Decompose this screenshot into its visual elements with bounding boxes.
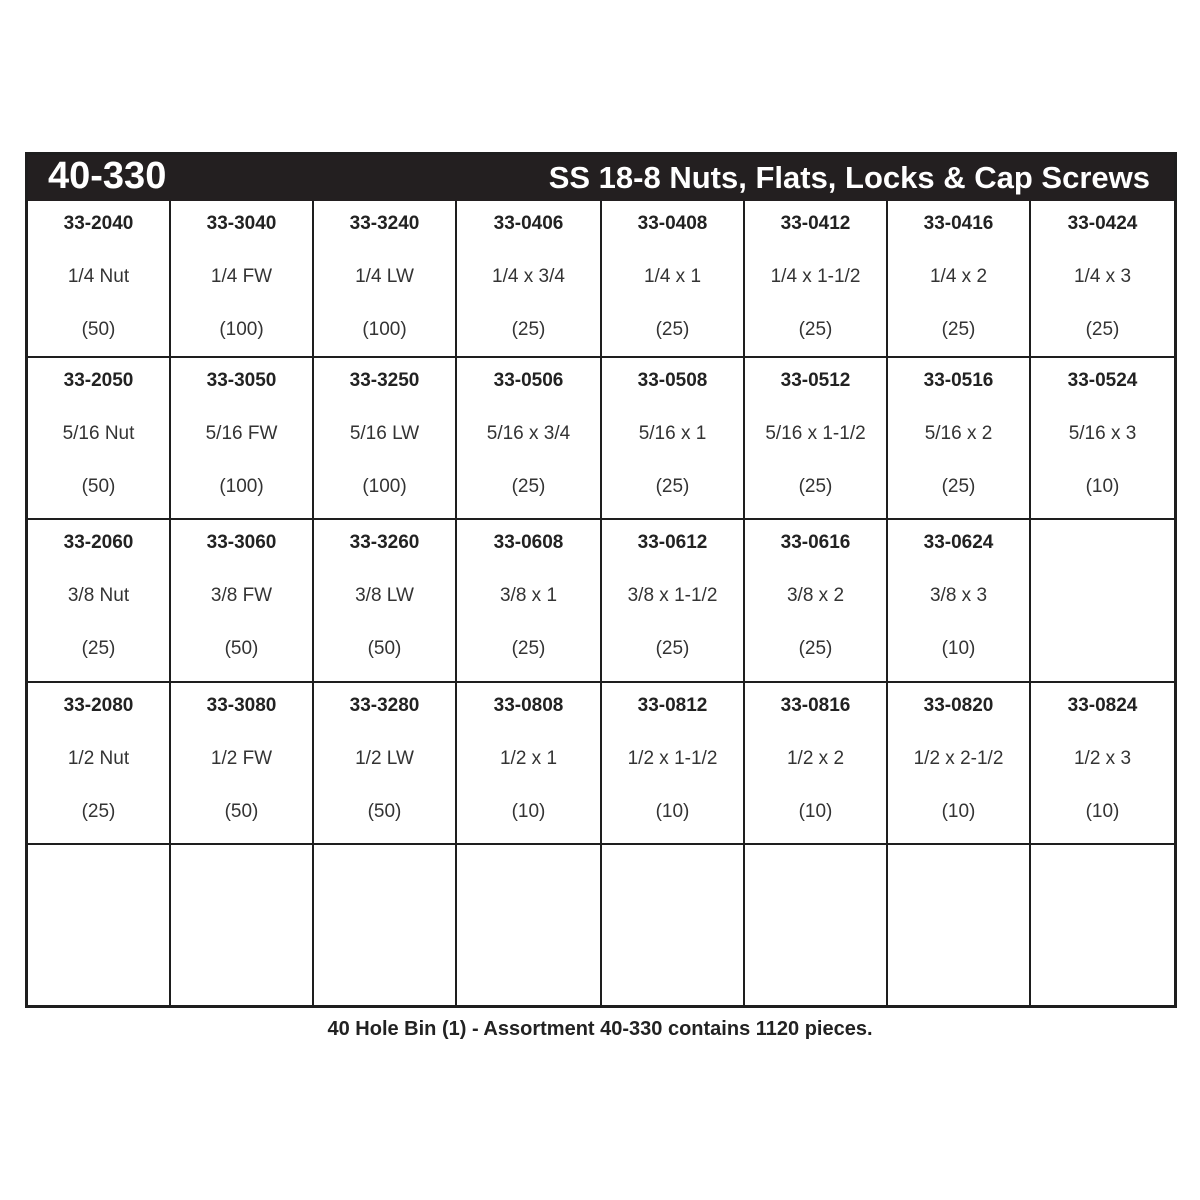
part-description: 5/16 x 3/4 xyxy=(486,423,571,444)
part-description: 1/2 FW xyxy=(210,748,273,769)
part-description: 1/4 x 3/4 xyxy=(492,266,565,287)
part-description: 5/16 FW xyxy=(205,423,278,444)
part-quantity: (25) xyxy=(655,319,690,340)
part-quantity: (25) xyxy=(511,319,546,340)
bin-cell-empty xyxy=(171,845,314,1005)
part-quantity: (25) xyxy=(798,319,833,340)
bin-grid xyxy=(28,201,1174,1005)
part-number: 33-0416 xyxy=(923,213,994,234)
part-description: 5/16 Nut xyxy=(62,423,135,444)
part-number: 33-0412 xyxy=(780,213,851,234)
part-number: 33-2080 xyxy=(63,695,134,716)
bin-cell xyxy=(602,358,745,520)
bin-cell-empty xyxy=(314,845,457,1005)
part-quantity: (10) xyxy=(511,801,546,822)
part-number: 33-0812 xyxy=(637,695,708,716)
bin-cell xyxy=(745,520,888,683)
part-number: 33-2040 xyxy=(63,213,134,234)
part-description: 1/4 x 3 xyxy=(1073,266,1132,287)
part-quantity: (25) xyxy=(655,638,690,659)
part-description: 5/16 x 1-1/2 xyxy=(765,423,866,444)
part-quantity: (10) xyxy=(798,801,833,822)
bin-cell xyxy=(457,520,602,683)
part-description: 1/4 LW xyxy=(355,266,414,287)
part-description: 3/8 x 2 xyxy=(786,585,845,606)
part-quantity: (25) xyxy=(798,638,833,659)
bin-cell xyxy=(28,520,171,683)
header-bar xyxy=(28,155,1174,201)
part-quantity: (25) xyxy=(81,638,116,659)
part-number: 33-0624 xyxy=(923,532,994,553)
part-number: 33-2060 xyxy=(63,532,134,553)
part-number: 33-2050 xyxy=(63,370,134,391)
part-quantity: (10) xyxy=(941,638,976,659)
part-quantity: (100) xyxy=(219,476,264,497)
part-description: 3/8 x 1-1/2 xyxy=(627,585,718,606)
part-description: 1/4 x 1 xyxy=(643,266,702,287)
bin-cell xyxy=(314,520,457,683)
bin-cell xyxy=(602,683,745,845)
part-number: 33-0612 xyxy=(637,532,708,553)
part-quantity: (25) xyxy=(511,638,546,659)
part-number: 33-0406 xyxy=(493,213,564,234)
part-number: 33-0616 xyxy=(780,532,851,553)
part-number: 33-3040 xyxy=(206,213,277,234)
part-quantity: (25) xyxy=(941,319,976,340)
bin-cell xyxy=(745,201,888,358)
bin-cell xyxy=(602,201,745,358)
part-description: 5/16 LW xyxy=(349,423,420,444)
bin-cell xyxy=(888,358,1031,520)
bin-cell xyxy=(1031,201,1174,358)
part-description: 1/4 FW xyxy=(210,266,273,287)
bin-cell xyxy=(888,201,1031,358)
part-description: 5/16 x 3 xyxy=(1068,423,1137,444)
part-quantity: (50) xyxy=(81,319,116,340)
part-number: 33-3060 xyxy=(206,532,277,553)
bin-cell xyxy=(314,683,457,845)
bin-cell xyxy=(1031,358,1174,520)
bin-cell-empty xyxy=(28,845,171,1005)
part-quantity: (100) xyxy=(362,476,407,497)
part-quantity: (10) xyxy=(655,801,690,822)
part-number: 33-0408 xyxy=(637,213,708,234)
bin-cell-empty xyxy=(745,845,888,1005)
part-description: 3/8 FW xyxy=(210,585,273,606)
part-quantity: (50) xyxy=(367,801,402,822)
part-quantity: (25) xyxy=(798,476,833,497)
part-quantity: (25) xyxy=(511,476,546,497)
part-description: 1/2 x 3 xyxy=(1073,748,1132,769)
part-number: 33-3240 xyxy=(349,213,420,234)
bin-cell-empty xyxy=(602,845,745,1005)
part-description: 5/16 x 2 xyxy=(924,423,993,444)
part-description: 3/8 LW xyxy=(355,585,414,606)
bin-cell xyxy=(28,358,171,520)
bin-cell xyxy=(888,683,1031,845)
bin-cell xyxy=(171,201,314,358)
bin-cell xyxy=(28,683,171,845)
part-number: 33-3080 xyxy=(206,695,277,716)
part-quantity: (25) xyxy=(941,476,976,497)
part-number: 33-3050 xyxy=(206,370,277,391)
part-description: 1/4 Nut xyxy=(67,266,130,287)
part-description: 1/4 x 1-1/2 xyxy=(770,266,861,287)
bin-cell xyxy=(745,683,888,845)
assortment-title: SS 18-8 Nuts, Flats, Locks & Cap Screws xyxy=(548,160,1150,195)
bin-cell xyxy=(457,201,602,358)
part-quantity: (50) xyxy=(81,476,116,497)
bin-cell xyxy=(745,358,888,520)
part-description: 1/2 LW xyxy=(355,748,414,769)
part-quantity: (10) xyxy=(941,801,976,822)
part-quantity: (10) xyxy=(1085,476,1120,497)
part-quantity: (25) xyxy=(81,801,116,822)
part-number: 33-0816 xyxy=(780,695,851,716)
part-number: 33-3260 xyxy=(349,532,420,553)
part-description: 1/2 x 2-1/2 xyxy=(913,748,1004,769)
part-quantity: (25) xyxy=(655,476,690,497)
part-quantity: (50) xyxy=(367,638,402,659)
part-number: 33-3280 xyxy=(349,695,420,716)
part-description: 3/8 x 1 xyxy=(499,585,558,606)
part-number: 33-0424 xyxy=(1067,213,1138,234)
part-description: 1/2 x 2 xyxy=(786,748,845,769)
bin-cell xyxy=(1031,683,1174,845)
part-quantity: (100) xyxy=(219,319,264,340)
bin-cell xyxy=(602,520,745,683)
part-number: 33-0820 xyxy=(923,695,994,716)
part-number: 33-0516 xyxy=(923,370,994,391)
part-number: 33-0824 xyxy=(1067,695,1138,716)
bin-cell-empty xyxy=(888,845,1031,1005)
bin-cell xyxy=(171,358,314,520)
bin-cell xyxy=(888,520,1031,683)
part-number: 33-0508 xyxy=(637,370,708,391)
bin-cell-empty xyxy=(1031,845,1174,1005)
part-quantity: (50) xyxy=(224,638,259,659)
bin-cell xyxy=(457,358,602,520)
part-number: 33-0512 xyxy=(780,370,851,391)
bin-cell-empty xyxy=(1031,520,1174,683)
bin-cell xyxy=(314,201,457,358)
part-description: 1/4 x 2 xyxy=(929,266,988,287)
bin-cell xyxy=(28,201,171,358)
part-quantity: (50) xyxy=(224,801,259,822)
part-description: 1/2 x 1 xyxy=(499,748,558,769)
bin-cell xyxy=(171,520,314,683)
bin-cell xyxy=(457,683,602,845)
part-description: 3/8 x 3 xyxy=(929,585,988,606)
part-number: 33-3250 xyxy=(349,370,420,391)
assortment-code: 40-330 xyxy=(48,155,167,197)
bin-cell-empty xyxy=(457,845,602,1005)
part-number: 33-0608 xyxy=(493,532,564,553)
part-number: 33-0506 xyxy=(493,370,564,391)
part-number: 33-0808 xyxy=(493,695,564,716)
bin-cell xyxy=(314,358,457,520)
assortment-chart xyxy=(25,152,1177,1008)
part-description: 1/2 x 1-1/2 xyxy=(627,748,718,769)
part-description: 1/2 Nut xyxy=(67,748,130,769)
part-quantity: (100) xyxy=(362,319,407,340)
part-description: 5/16 x 1 xyxy=(638,423,707,444)
part-description: 3/8 Nut xyxy=(67,585,130,606)
assortment-footnote: 40 Hole Bin (1) - Assortment 40-330 contains 1120 pieces. xyxy=(327,1018,873,1040)
part-quantity: (25) xyxy=(1085,319,1120,340)
part-quantity: (10) xyxy=(1085,801,1120,822)
part-number: 33-0524 xyxy=(1067,370,1138,391)
bin-cell xyxy=(171,683,314,845)
